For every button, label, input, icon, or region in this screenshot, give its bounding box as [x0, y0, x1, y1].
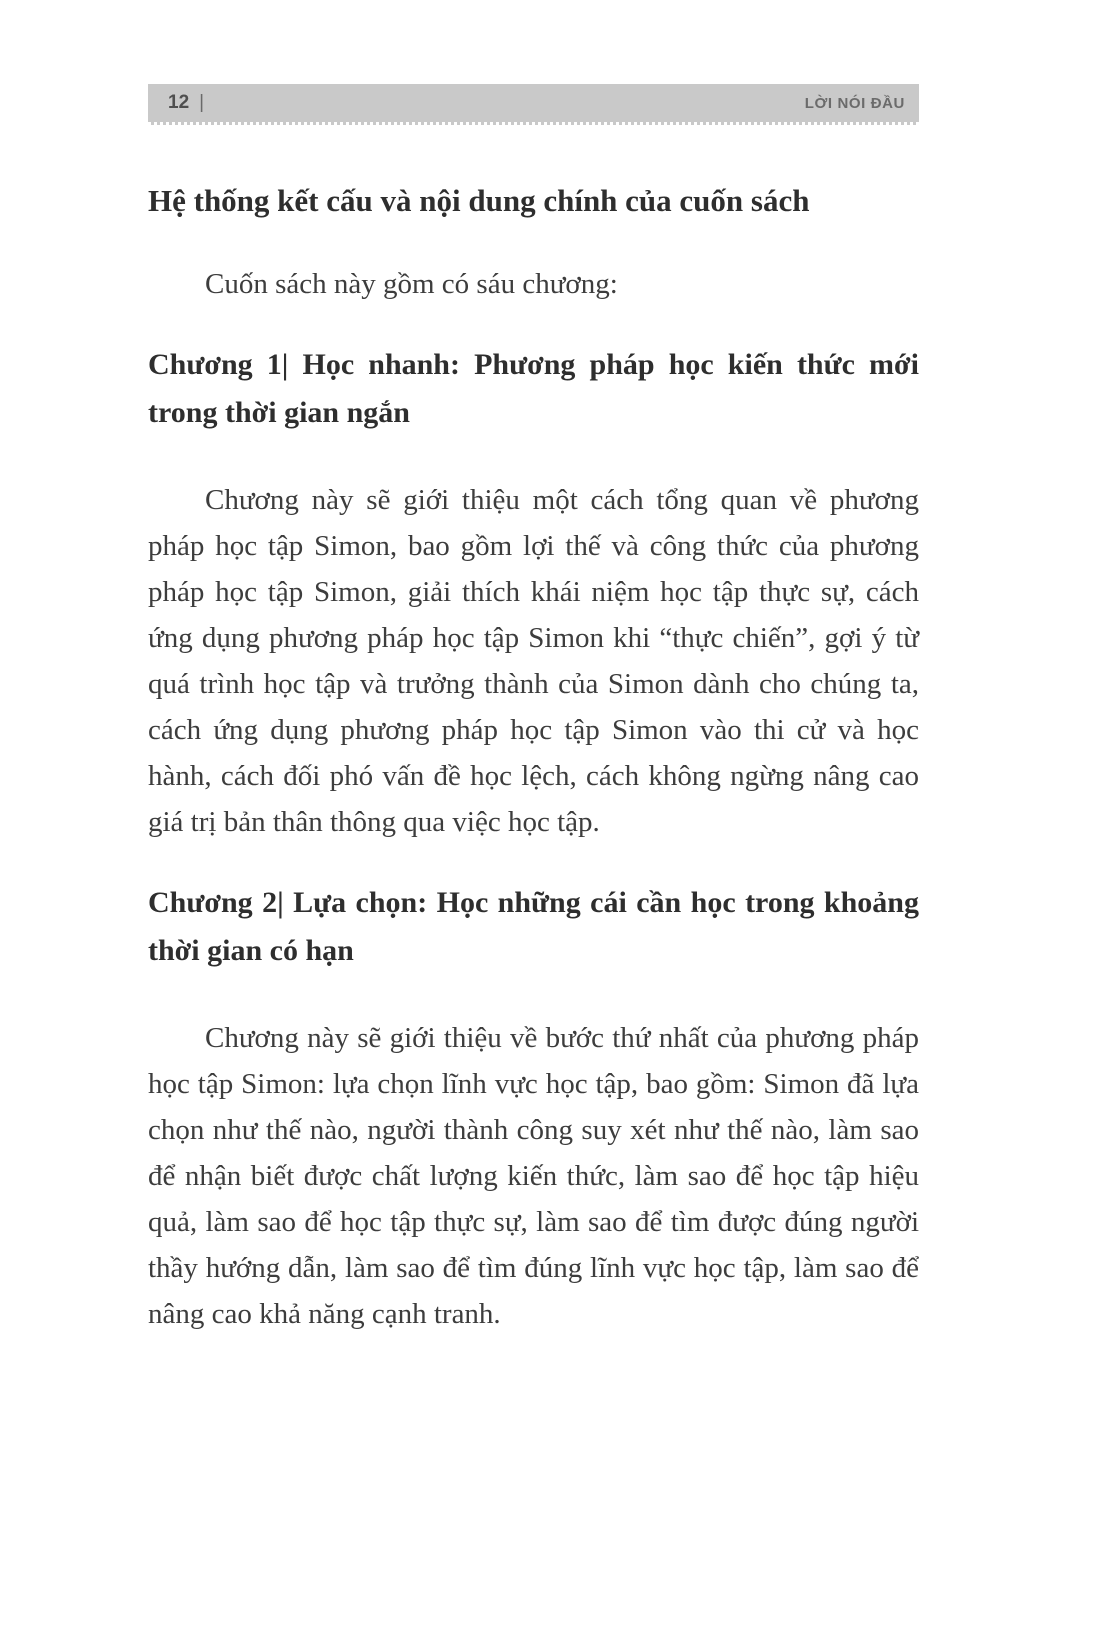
page-number-text: 12	[168, 92, 190, 113]
running-header-title: LỜI NÓI ĐẦU	[804, 94, 905, 112]
section-title: Hệ thống kết cấu và nội dung chính của cuốn sách	[148, 183, 810, 218]
chapter-1-summary: Chương này sẽ giới thiệu một cách tổng quan về phương pháp học tập Simon, bao gồm lợi thế và công thức của phương pháp học tập Simon, giải thích khái niệm học tập thực sự, cách ứng dụng phương pháp học tập Simon khi “thực chiến”, gợi ý từ quá trình học tập và trưởng thành của Simon dành cho chúng ta, cách ứng dụng phương pháp học tập Simon vào thi cử và học hành, cách đối phó vấn đề học lệch, cách không ngừng nâng cao giá trị bản thân thông qua việc học tập.	[148, 484, 919, 839]
page-number-divider: |	[199, 92, 205, 113]
page-number	[168, 92, 204, 114]
page-content	[148, 181, 919, 1337]
intro-paragraph: Cuốn sách này gồm có sáu chương:	[205, 268, 618, 301]
chapter-2-summary: Chương này sẽ giới thiệu về bước thứ nhất của phương pháp học tập Simon: lựa chọn lĩnh vực học tập, bao gồm: Simon đã lựa chọn như thế nào, người thành công suy xét như thế nào, làm sao để nhận biết được chất lượng kiến thức, làm sao để học tập hiệu quả, làm sao để học tập thực sự, làm sao để tìm được đúng người thầy hướng dẫn, làm sao để tìm đúng lĩnh vực học tập, làm sao để nâng cao khả năng cạnh tranh.	[148, 1022, 919, 1331]
chapter-1-heading: Chương 1| Học nhanh: Phương pháp học kiến thức mới trong thời gian ngắn	[148, 348, 919, 430]
chapter-2-heading: Chương 2| Lựa chọn: Học những cái cần học trong khoảng thời gian có hạn	[148, 886, 919, 968]
page-header	[148, 84, 919, 125]
